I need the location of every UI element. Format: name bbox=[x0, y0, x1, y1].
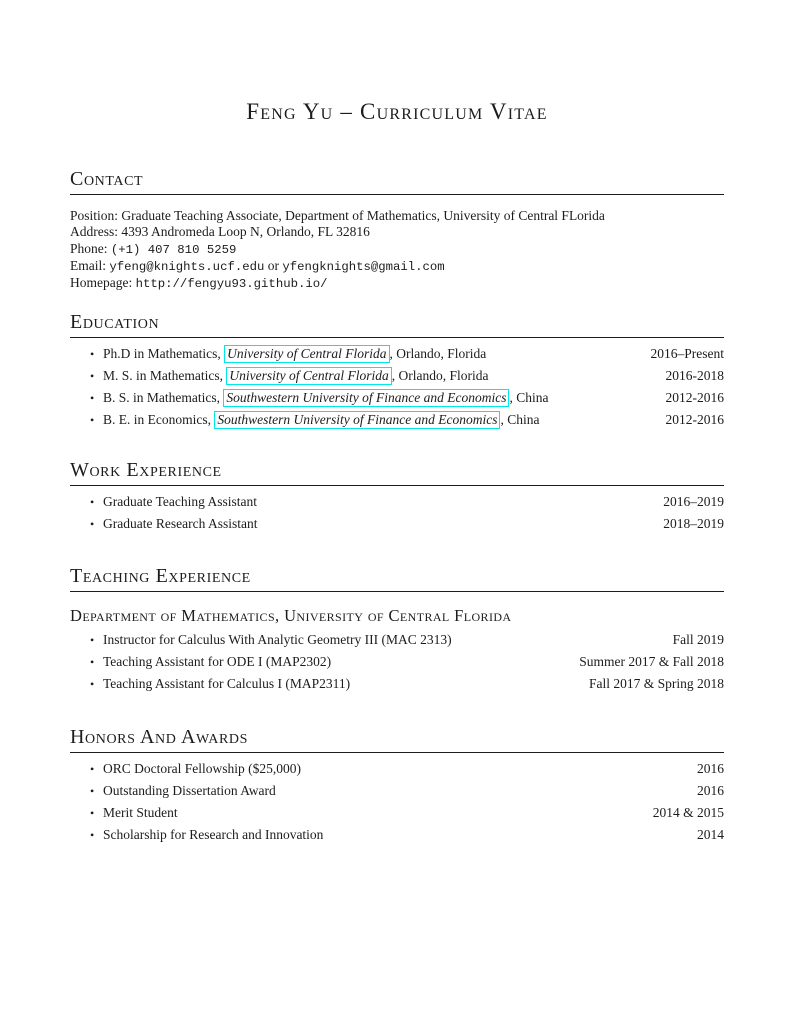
location-text: , China bbox=[509, 390, 549, 406]
bullet-marker: • bbox=[90, 784, 95, 799]
education-item-text bbox=[103, 412, 666, 428]
section-divider bbox=[70, 591, 724, 592]
teaching-item-text: Instructor for Calculus With Analytic Geometry III (MAC 2313) bbox=[103, 632, 452, 648]
item-date: 2014 & 2015 bbox=[652, 805, 724, 821]
item-date: 2018–2019 bbox=[663, 516, 724, 532]
section-heading-education: Education bbox=[70, 311, 160, 334]
work-item bbox=[70, 516, 724, 532]
item-date: Fall 2019 bbox=[672, 632, 724, 648]
bullet-marker: • bbox=[90, 677, 95, 692]
bullet-marker: • bbox=[90, 413, 95, 428]
teaching-item-text: Teaching Assistant for Calculus I (MAP2311) bbox=[103, 676, 351, 692]
contact-field-address bbox=[70, 224, 724, 240]
bullet-marker: • bbox=[90, 517, 95, 532]
education-item-text bbox=[103, 368, 666, 384]
contact-field-position bbox=[70, 208, 724, 224]
honors-item-text: Scholarship for Research and Innovation bbox=[103, 827, 324, 843]
field-label: Homepage: bbox=[70, 275, 133, 291]
item-date: 2016–Present bbox=[650, 346, 724, 362]
honors-item bbox=[70, 761, 724, 777]
bullet-marker: • bbox=[90, 828, 95, 843]
item-date: Fall 2017 & Spring 2018 bbox=[588, 676, 724, 692]
honors-item-text: Merit Student bbox=[103, 805, 178, 821]
bullet-marker: • bbox=[90, 391, 95, 406]
contact-field-email bbox=[70, 258, 724, 275]
section-heading-contact: Contact bbox=[70, 168, 144, 190]
honors-item bbox=[70, 827, 724, 843]
education-item bbox=[70, 368, 724, 384]
honors-list bbox=[70, 761, 724, 843]
honors-item-text: Outstanding Dissertation Award bbox=[103, 783, 276, 799]
teaching-subsection-heading: Department of Mathematics, University of Central Florida bbox=[70, 606, 512, 626]
item-date: 2016-2018 bbox=[665, 368, 724, 384]
teaching-item bbox=[70, 654, 724, 670]
teaching-item bbox=[70, 632, 724, 648]
education-item-text bbox=[103, 346, 651, 362]
email-primary: yfeng@knights.ucf.edu bbox=[109, 259, 265, 274]
university-link[interactable]: Southwestern University of Finance and Economics bbox=[214, 411, 500, 429]
item-date: 2014 bbox=[697, 827, 724, 843]
education-item bbox=[70, 346, 724, 362]
section-education bbox=[70, 310, 724, 428]
work-item-text: Graduate Research Assistant bbox=[103, 516, 258, 532]
university-link[interactable]: Southwestern University of Finance and Economics bbox=[223, 389, 509, 407]
field-label: Phone: bbox=[70, 240, 108, 256]
bullet-marker: • bbox=[90, 633, 95, 648]
item-date: 2016–2019 bbox=[663, 494, 724, 510]
item-date: 2016 bbox=[697, 761, 724, 777]
work-item bbox=[70, 494, 724, 510]
location-text: , China bbox=[500, 412, 540, 428]
phone-number: (+1) 407 810 5259 bbox=[110, 242, 237, 257]
degree-text: Ph.D in Mathematics, bbox=[103, 346, 225, 362]
field-label: Position: bbox=[70, 208, 119, 223]
item-date: 2016 bbox=[697, 783, 724, 799]
section-teaching-experience bbox=[70, 564, 724, 692]
section-heading-teaching: Teaching Experience bbox=[70, 565, 251, 588]
teaching-item-text: Teaching Assistant for ODE I (MAP2302) bbox=[103, 654, 332, 670]
section-heading-work: Work Experience bbox=[70, 459, 222, 482]
item-date: 2012-2016 bbox=[665, 390, 724, 406]
contact-block bbox=[70, 208, 724, 292]
university-link[interactable]: University of Central Florida bbox=[226, 367, 391, 385]
cv-title: Feng Yu – Curriculum Vitae bbox=[246, 99, 548, 124]
section-divider bbox=[70, 194, 724, 195]
teaching-item bbox=[70, 676, 724, 692]
email-separator: or bbox=[267, 257, 279, 273]
work-list bbox=[70, 494, 724, 532]
email-secondary: yfengknights@gmail.com bbox=[282, 259, 445, 274]
education-list bbox=[70, 346, 724, 428]
honors-item-text: ORC Doctoral Fellowship ($25,000) bbox=[103, 761, 301, 777]
bullet-marker: • bbox=[90, 655, 95, 670]
location-text: , Orlando, Florida bbox=[391, 368, 489, 384]
work-item-text: Graduate Teaching Assistant bbox=[103, 494, 258, 510]
item-date: 2012-2016 bbox=[665, 412, 724, 428]
contact-field-phone bbox=[70, 241, 724, 258]
homepage-url: http://fengyu93.github.io/ bbox=[135, 277, 328, 292]
section-divider bbox=[70, 485, 724, 486]
education-item bbox=[70, 390, 724, 406]
bullet-marker: • bbox=[90, 369, 95, 384]
field-value: Graduate Teaching Associate, Department of Mathematics, University of Central FLorida bbox=[121, 208, 605, 223]
location-text: , Orlando, Florida bbox=[389, 346, 487, 362]
field-value: 4393 Andromeda Loop N, Orlando, FL 32816 bbox=[121, 224, 370, 240]
section-heading-honors: Honors And Awards bbox=[70, 726, 249, 749]
honors-item bbox=[70, 783, 724, 799]
field-label: Email: bbox=[70, 257, 106, 273]
bullet-marker: • bbox=[90, 806, 95, 821]
education-item-text bbox=[103, 390, 666, 406]
section-contact bbox=[70, 167, 724, 292]
education-item bbox=[70, 412, 724, 428]
honors-item bbox=[70, 805, 724, 821]
bullet-marker: • bbox=[90, 495, 95, 510]
degree-text: B. S. in Mathematics, bbox=[103, 390, 224, 406]
teaching-list bbox=[70, 632, 724, 692]
bullet-marker: • bbox=[90, 762, 95, 777]
section-divider bbox=[70, 337, 724, 338]
degree-text: B. E. in Economics, bbox=[103, 412, 215, 428]
degree-text: M. S. in Mathematics, bbox=[103, 368, 227, 384]
item-date: Summer 2017 & Fall 2018 bbox=[579, 654, 724, 670]
university-link[interactable]: University of Central Florida bbox=[224, 345, 389, 363]
section-work-experience bbox=[70, 458, 724, 532]
bullet-marker: • bbox=[90, 347, 95, 362]
section-divider bbox=[70, 752, 724, 753]
contact-field-homepage bbox=[70, 275, 724, 292]
field-label: Address: bbox=[70, 224, 118, 240]
section-honors-awards bbox=[70, 725, 724, 843]
